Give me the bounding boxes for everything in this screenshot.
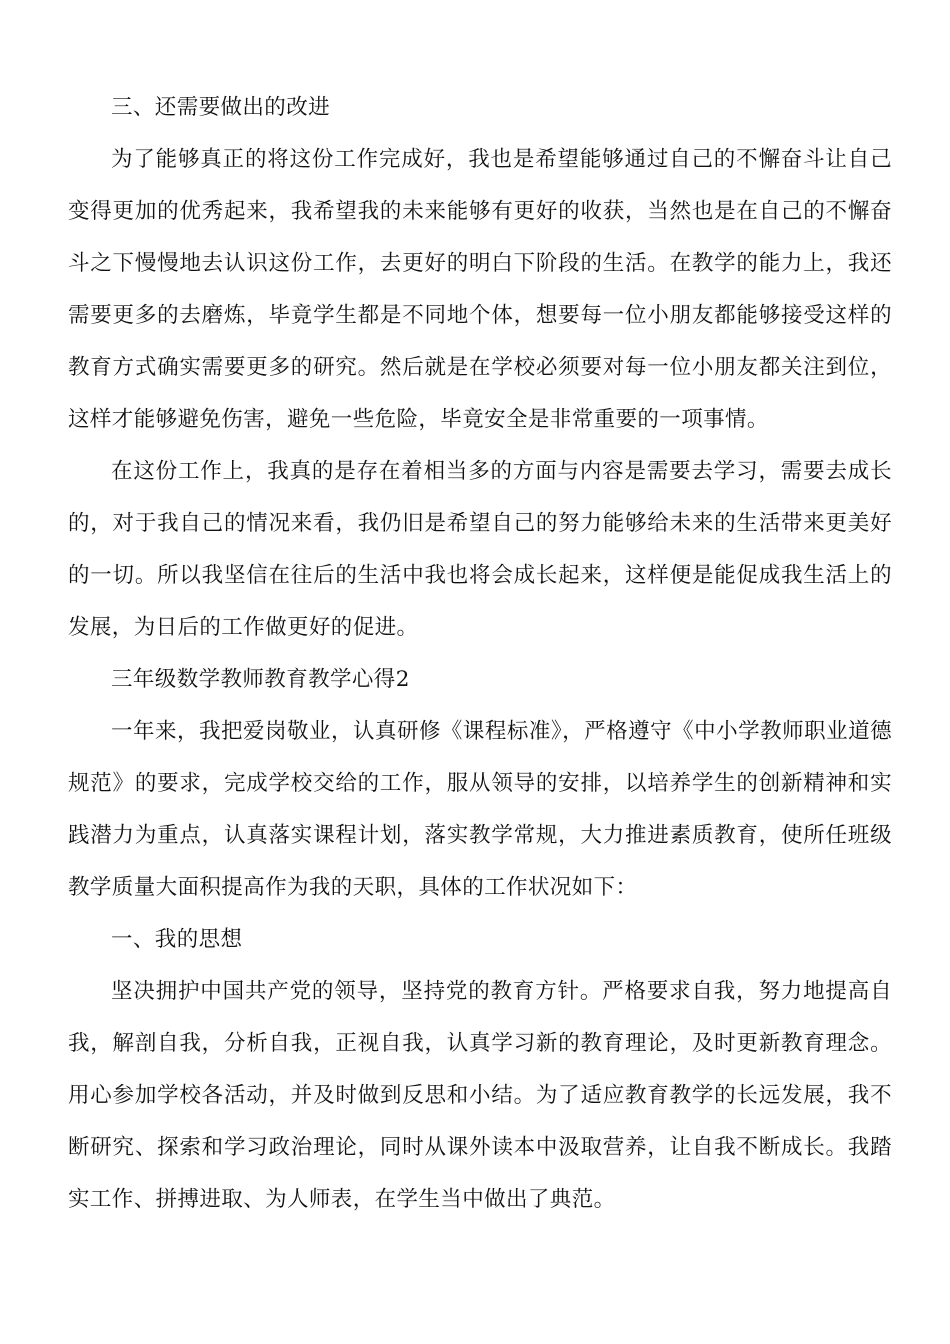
paragraph-thoughts: 坚决拥护中国共产党的领导，坚持党的教育方针。严格要求自我，努力地提高自我，解剖自我，分析自我，正视自我，认真学习新的教育理论，及时更新教育理念。用心参加学校各活动，并及时做到反思和小结。为了适应教育教学的长远发展，我不断研究、探索和学习政治理论，同时从课外读本中汲取营养，让自我不断成长。我踏实工作、拼搏进取、为人师表，在学生当中做出了典范。	[68, 979, 892, 1212]
paragraph-improvements-1: 为了能够真正的将这份工作完成好，我也是希望能够通过自己的不懈奋斗让自己变得更加的优秀起来，我希望我的未来能够有更好的收获，当然也是在自己的不懈奋斗之下慢慢地去认识这份工作，去更好的明白下阶段的生活。在教学的能力上，我还需要更多的去磨炼，毕竟学生都是不同地个体，想要每一位小朋友都能够接受这样的教育方式确实需要更多的研究。然后就是在学校必须要对每一位小朋友都关注到位，这样才能够避免伤害，避免一些危险，毕竟安全是非常重要的一项事情。	[68, 147, 892, 432]
section-heading-improvements: 三、还需要做出的改进	[111, 95, 331, 120]
article-title-2: 三年级数学教师教育教学心得2	[111, 667, 410, 692]
document-page	[68, 82, 892, 1226]
paragraph-intro: 一年来，我把爱岗敬业，认真研修《课程标准》，严格遵守《中小学教师职业道德规范》的要求，完成学校交给的工作，服从领导的安排，以培养学生的创新精神和实践潜力为重点，认真落实课程计划，落实教学常规，大力推进素质教育，使所任班级教学质量大面积提高作为我的天职，具体的工作状况如下：	[68, 719, 892, 900]
paragraph-improvements-2: 在这份工作上，我真的是存在着相当多的方面与内容是需要去学习，需要去成长的，对于我自己的情况来看，我仍旧是希望自己的努力能够给未来的生活带来更美好的一切。所以我坚信在往后的生活中我也将会成长起来，这样便是能促成我生活上的发展，为日后的工作做更好的促进。	[68, 459, 892, 640]
section-heading-thoughts: 一、我的思想	[111, 927, 243, 952]
